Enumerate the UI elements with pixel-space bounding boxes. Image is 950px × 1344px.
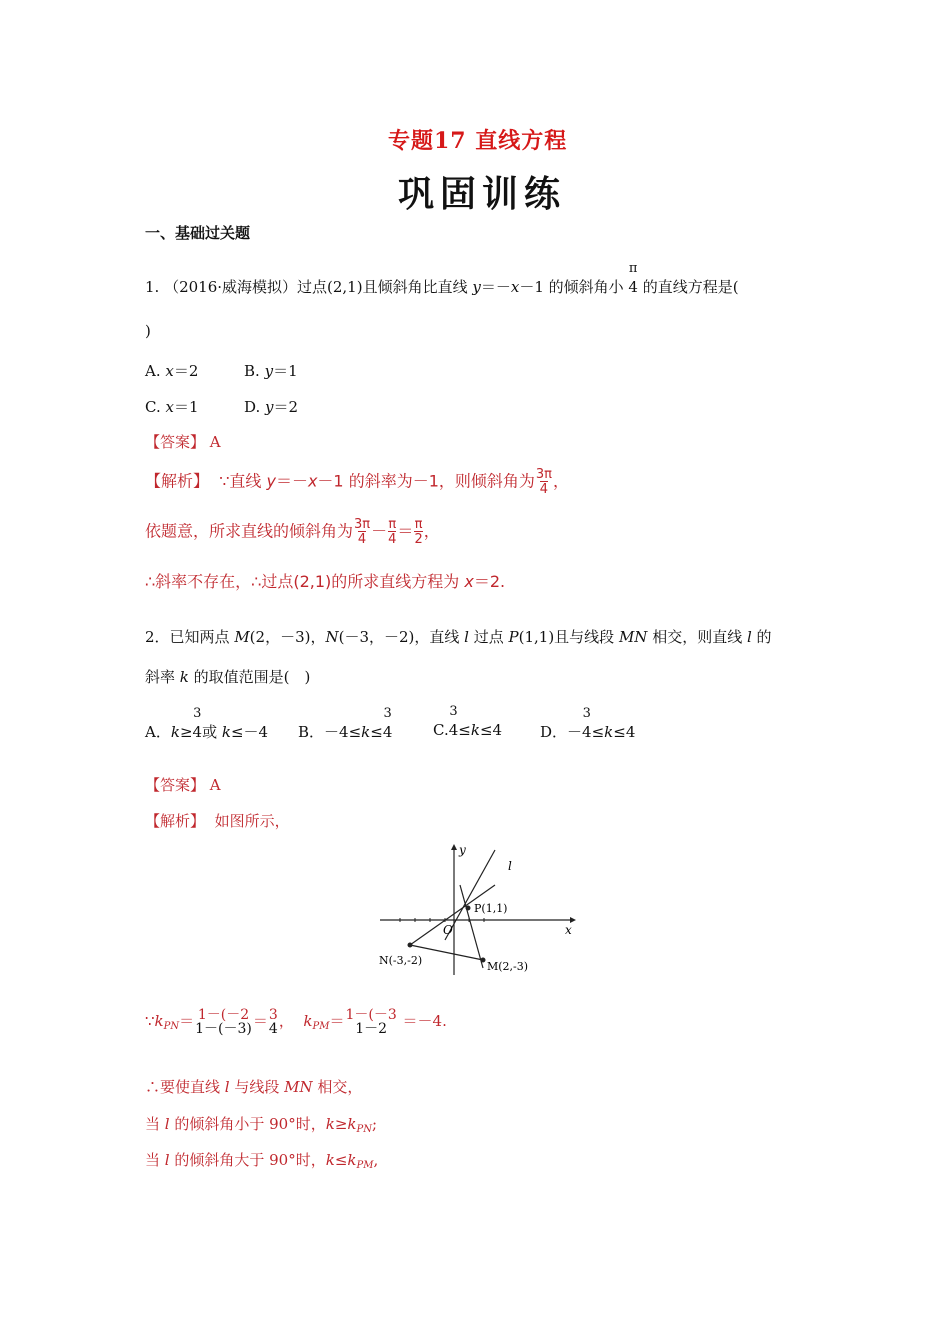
q2-conclusion-2: 当 l 的倾斜角小于 90°时，$k\ge k_{PN}$; [145, 1115, 378, 1135]
q2-option-b: B．－4≤k≤ 3 4 [298, 706, 393, 741]
y-axis-arrow [451, 844, 457, 850]
q1-fraction: π 4 [628, 261, 638, 296]
q2-conclusion-1: ∴要使直线 l 与线段 MN 相交， [145, 1078, 363, 1096]
point-n [408, 943, 413, 948]
q1-option-c: C. x＝1 [145, 398, 199, 416]
l-label: l [508, 859, 512, 873]
n-label: N(-3,-2) [379, 954, 423, 967]
m-label: M(2,-3) [487, 960, 529, 973]
coordinate-figure [375, 840, 585, 980]
y-label: y [459, 843, 466, 857]
x-label: x [565, 923, 572, 937]
q2-answer: 【答案】 A [145, 776, 221, 794]
q1-answer: 【答案】 A [145, 433, 221, 451]
q2-option-c: C. 3 4≤k≤4 [433, 704, 503, 739]
q1-option-a: A. x＝2 [145, 362, 199, 380]
q2-option-a: A．k≥ 3 4或 k≤－4 [145, 706, 269, 741]
q1-stem: 1. （2016·威海模拟）过点(2,1)且倾斜角比直线 y＝－x－1 的倾斜角小 π 4 的直线方程是( [145, 261, 739, 296]
q1-option-b: B. y＝1 [244, 362, 298, 380]
o-label: O [443, 923, 453, 937]
q1-solution-line1: 【解析】 ∵直线 y＝－x－1 的斜率为－1，则倾斜角为 $\frac{3\pi}{4}$ ， [145, 467, 569, 497]
q2-conclusion-3: 当 l 的倾斜角大于 90°时，$k\le k_{PM}$, [145, 1151, 379, 1171]
page-subtitle: 巩固训练 [398, 173, 567, 215]
q2-analysis: 【解析】 如图所示， [145, 812, 290, 830]
q1-solution-line2: 依题意，所求直线的倾斜角为 $\frac{3\pi}{4}$ － $\frac{\pi}{4}$ ＝ $\frac{\pi}{2}$ ， [145, 517, 440, 547]
p-label: P(1,1) [474, 902, 508, 915]
q1-paren-close: ) [145, 322, 151, 340]
q2-slope-calculation: $\because k_{PN}=$ 1－(－2 1－(－3) ＝ 3 4 ， $k_{PM}=$ 1－(－3 1－2 ＝－4. [145, 1007, 447, 1037]
q2-stem-line2: 斜率 k 的取值范围是( ) [145, 668, 311, 686]
q2-option-d: D．－ 3 4≤k≤4 [540, 706, 636, 741]
q1-solution-line3: ∴斜率不存在，∴过点(2,1)的所求直线方程为 x＝2. [145, 572, 506, 591]
point-m [481, 958, 486, 963]
topic-title: 专题17 直线方程 [388, 128, 568, 154]
q2-stem-line1: 2．已知两点 M(2，－3)，N(－3，－2)，直线 l 过点 P(1,1)且与线段 MN 相交，则直线 l 的 [145, 628, 772, 646]
point-p [466, 906, 471, 911]
q1-option-d: D. y＝2 [244, 398, 299, 416]
section-heading: 一、基础过关题 [145, 224, 251, 242]
